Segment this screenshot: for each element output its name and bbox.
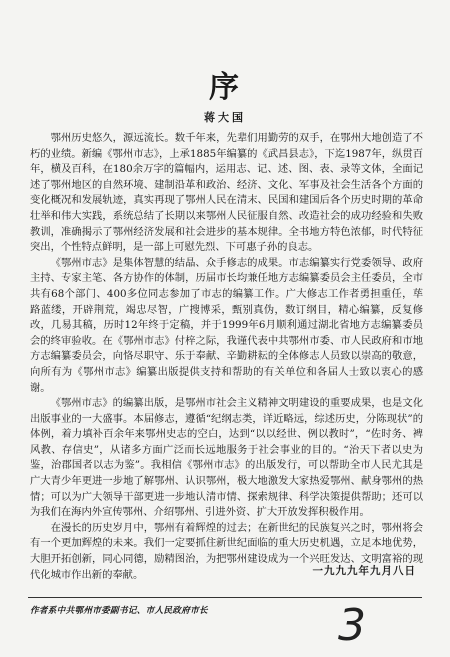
footnote-divider [28, 597, 422, 598]
page-title: 序 [209, 70, 241, 105]
author-footnote: 作者系中共鄂州市委副书记、市人民政府市长 [30, 606, 208, 616]
paragraph-2: 《鄂州市志》是集体智慧的结晶、众手修志的成果。市志编纂实行党委领导、政府主持、专家主笔、各方协作的体制，历届市长均兼任地方志编纂委员会主任委员，全市共有68个部门、400多位同志参加了市志的编纂工作。广大修志工作者勇担重任，荜路蓝缕，开辟荆荒，竭忠尽智，广搜博采，甄别真伪，数订纲目，精心编纂，反复修改，几易其稿，历时12年终于定稿，并于1999年6月顺利通过湖北省地方志编纂委员会的终审验收。在《鄂州市志》付梓之际，我谨代表中共鄂州市委、市人民政府和市地方志编纂委员会，向恪尽职守、乐于奉献、辛勤耕耘的全体修志人员致以崇高的敬意，向所有为《鄂州市志》编纂出版提供支持和帮助的有关单位和各届人士致以衷心的感谢。 [30, 256, 423, 394]
paragraph-1: 鄂州历史悠久，源远流长。数千年来，先辈们用勤劳的双手，在鄂州大地创造了不朽的业绩。新编《鄂州市志》，上承1885年编纂的《武昌县志》，下迄1987年，纵贯百年，横及百科，在180余万字的篇幅内，运用志、记、述、图、表、录等文体，全面记述了鄂州地区的自然环境、建制沿革和政治、经济、文化、军事及社会生活各个方面的变化概况和发展轨迹，真实再现了鄂州人民在清末、民国和建国后各个历史时期的革命壮举和伟大实践，系统总结了长期以来鄂州人民征服自然、改造社会的成功经验和失败教训，准确揭示了鄂州经济发展和社会进步的基本规律。全书地方特色浓郁，时代特征突出，个性特点鲜明，是一部上可慰先烈、下可惠子孙的良志。 [30, 132, 423, 254]
author-name: 蒋大国 [204, 111, 246, 124]
paragraph-3: 《鄂州市志》的编纂出版，是鄂州市社会主义精神文明建设的重要成果，也是文化出版事业的一大盛事。本届修志，遵循“纪纲志类，详近略远，综述历史，分陈现状”的体例，着力填补百余年来鄂州史志的空白，达到“以以经世、例以教时”，“佐时务、裨风教、存信史”，从诸多方面广泛而长远地服务于社会事业的目的。“治天下者以史为鉴，治郡国者以志为鉴”。我相信《鄂州市志》的出版发行，可以帮助全市人民尤其是广大青少年更进一步地了解鄂州、认识鄂州，极大地激发大家热爱鄂州、献身鄂州的热情；可以为广大领导干部更进一步地认清市情、探索规律、科学决策提供帮助；还可以为我们在海内外宣传鄂州、介绍鄂州、引进外资、扩大开放发挥积极作用。 [30, 397, 423, 519]
page-number: 3 [338, 600, 366, 651]
signature-date: 一九九九年九月八日 [312, 565, 416, 577]
preface-body [30, 131, 423, 583]
paragraph-4: 在漫长的历史岁月中，鄂州有着辉煌的过去；在新世纪的民族复兴之时，鄂州将会有一个更加辉煌的未来。我们一定要抓住新世纪面临的重大历史机遇，立足本地优势，大胆开拓创新，同心同德，励精图治，为把鄂州建设成为一个兴旺发达、文明富裕的现代化城市作出新的奉献。 [30, 521, 423, 581]
